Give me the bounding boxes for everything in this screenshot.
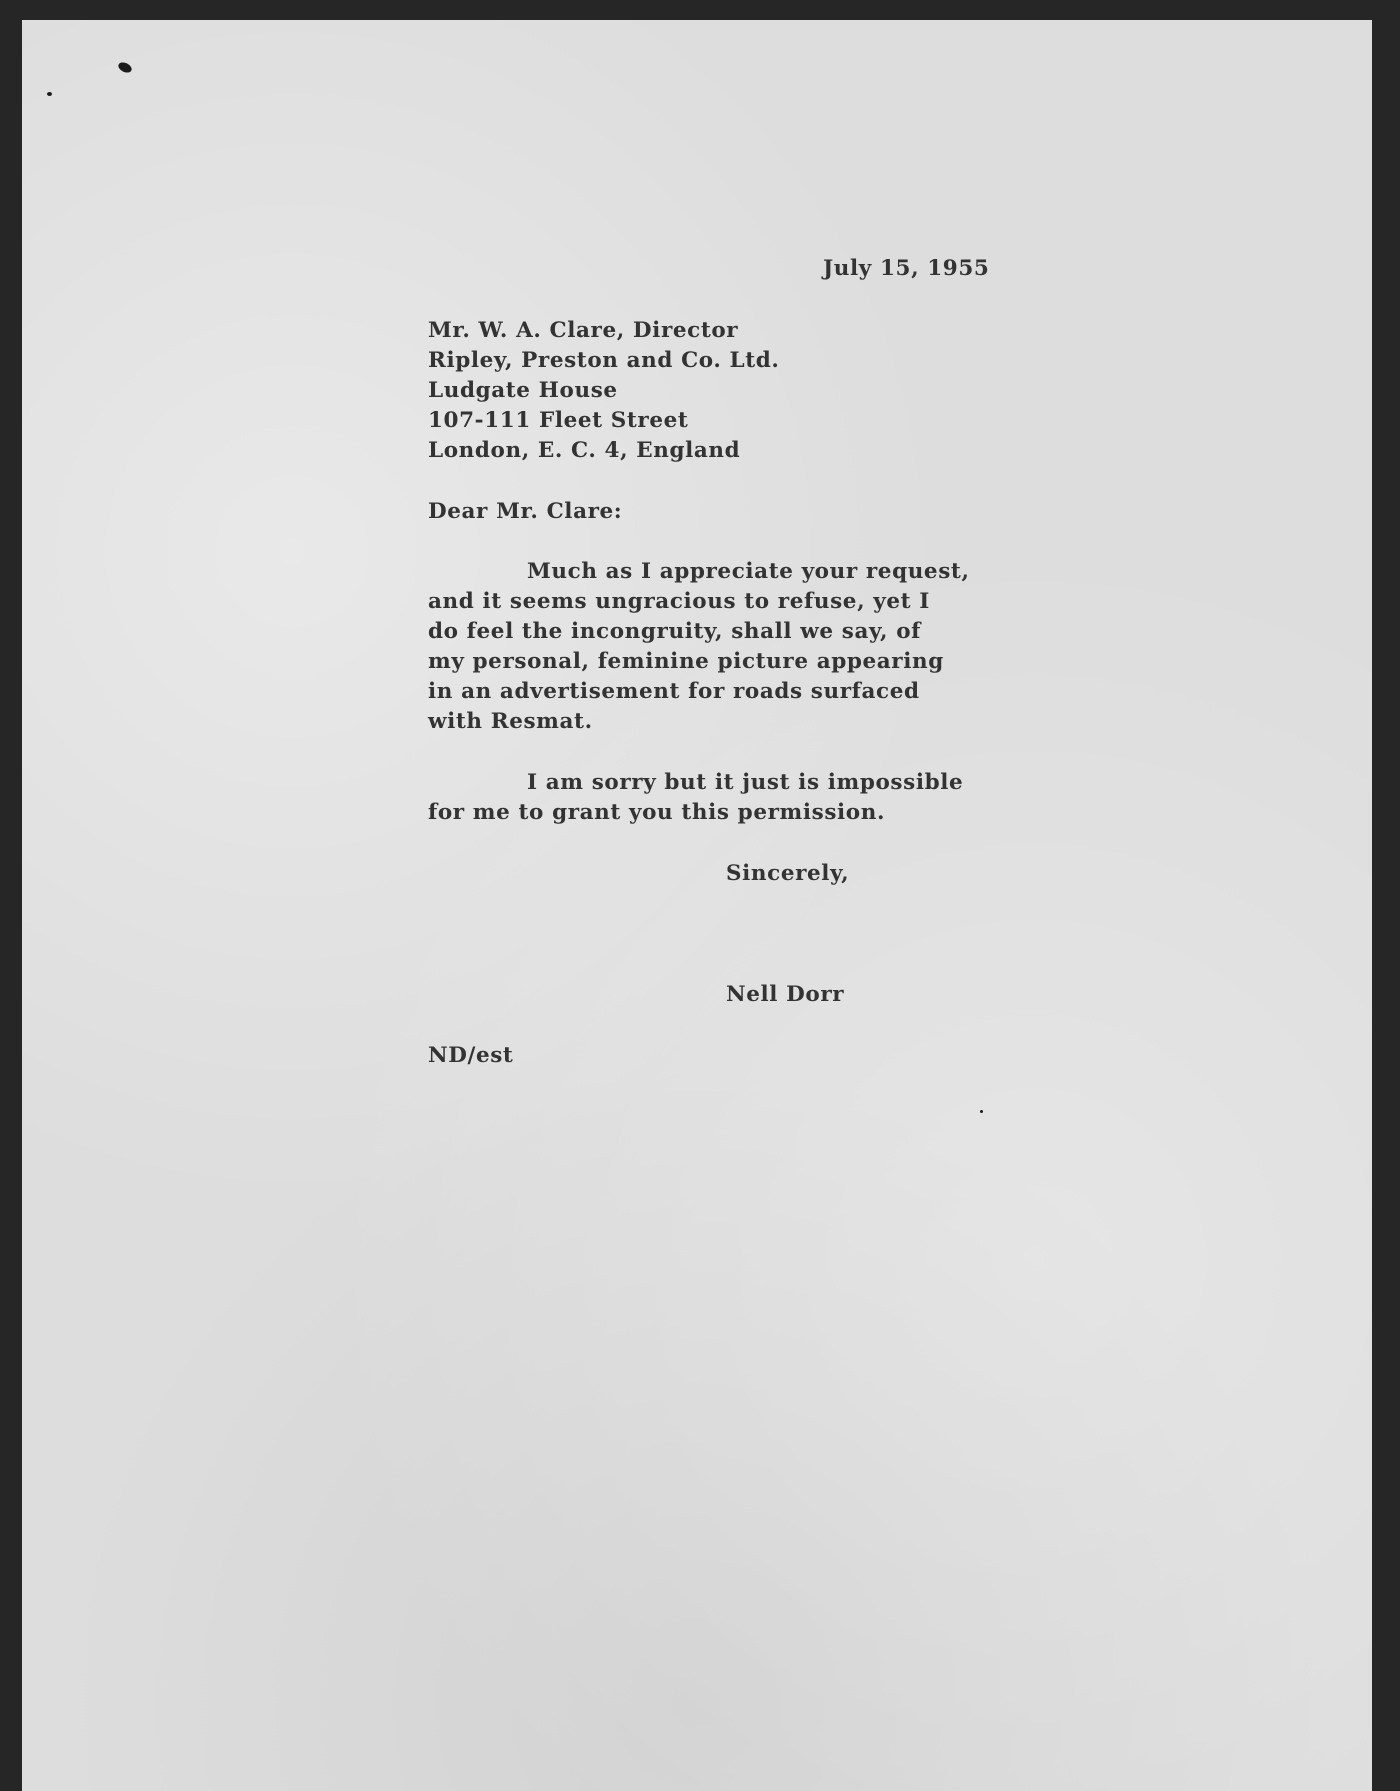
body-line: with Resmat. (428, 709, 593, 734)
letter-date: July 15, 1955 (823, 256, 990, 281)
recipient-line: Ludgate House (428, 378, 618, 403)
letter-page (22, 20, 1372, 1791)
ink-speck (980, 1110, 983, 1113)
closing: Sincerely, (726, 861, 850, 886)
recipient-line: Ripley, Preston and Co. Ltd. (428, 348, 780, 373)
body-line: my personal, feminine picture appearing (428, 649, 944, 674)
recipient-line: 107-111 Fleet Street (428, 408, 689, 433)
body-line: in an advertisement for roads surfaced (428, 679, 920, 704)
recipient-line: London, E. C. 4, England (428, 438, 741, 463)
salutation: Dear Mr. Clare: (428, 499, 623, 524)
reference-initials: ND/est (428, 1043, 514, 1068)
ink-speck (117, 60, 133, 74)
body-line: and it seems ungracious to refuse, yet I (428, 589, 930, 614)
body-line: do feel the incongruity, shall we say, of (428, 619, 921, 644)
body-line: I am sorry but it just is impossible (527, 770, 964, 795)
signature-name: Nell Dorr (726, 982, 845, 1007)
body-line: Much as I appreciate your request, (527, 559, 970, 584)
body-line: for me to grant you this permission. (428, 800, 886, 825)
ink-speck (47, 92, 52, 96)
recipient-line: Mr. W. A. Clare, Director (428, 318, 739, 343)
